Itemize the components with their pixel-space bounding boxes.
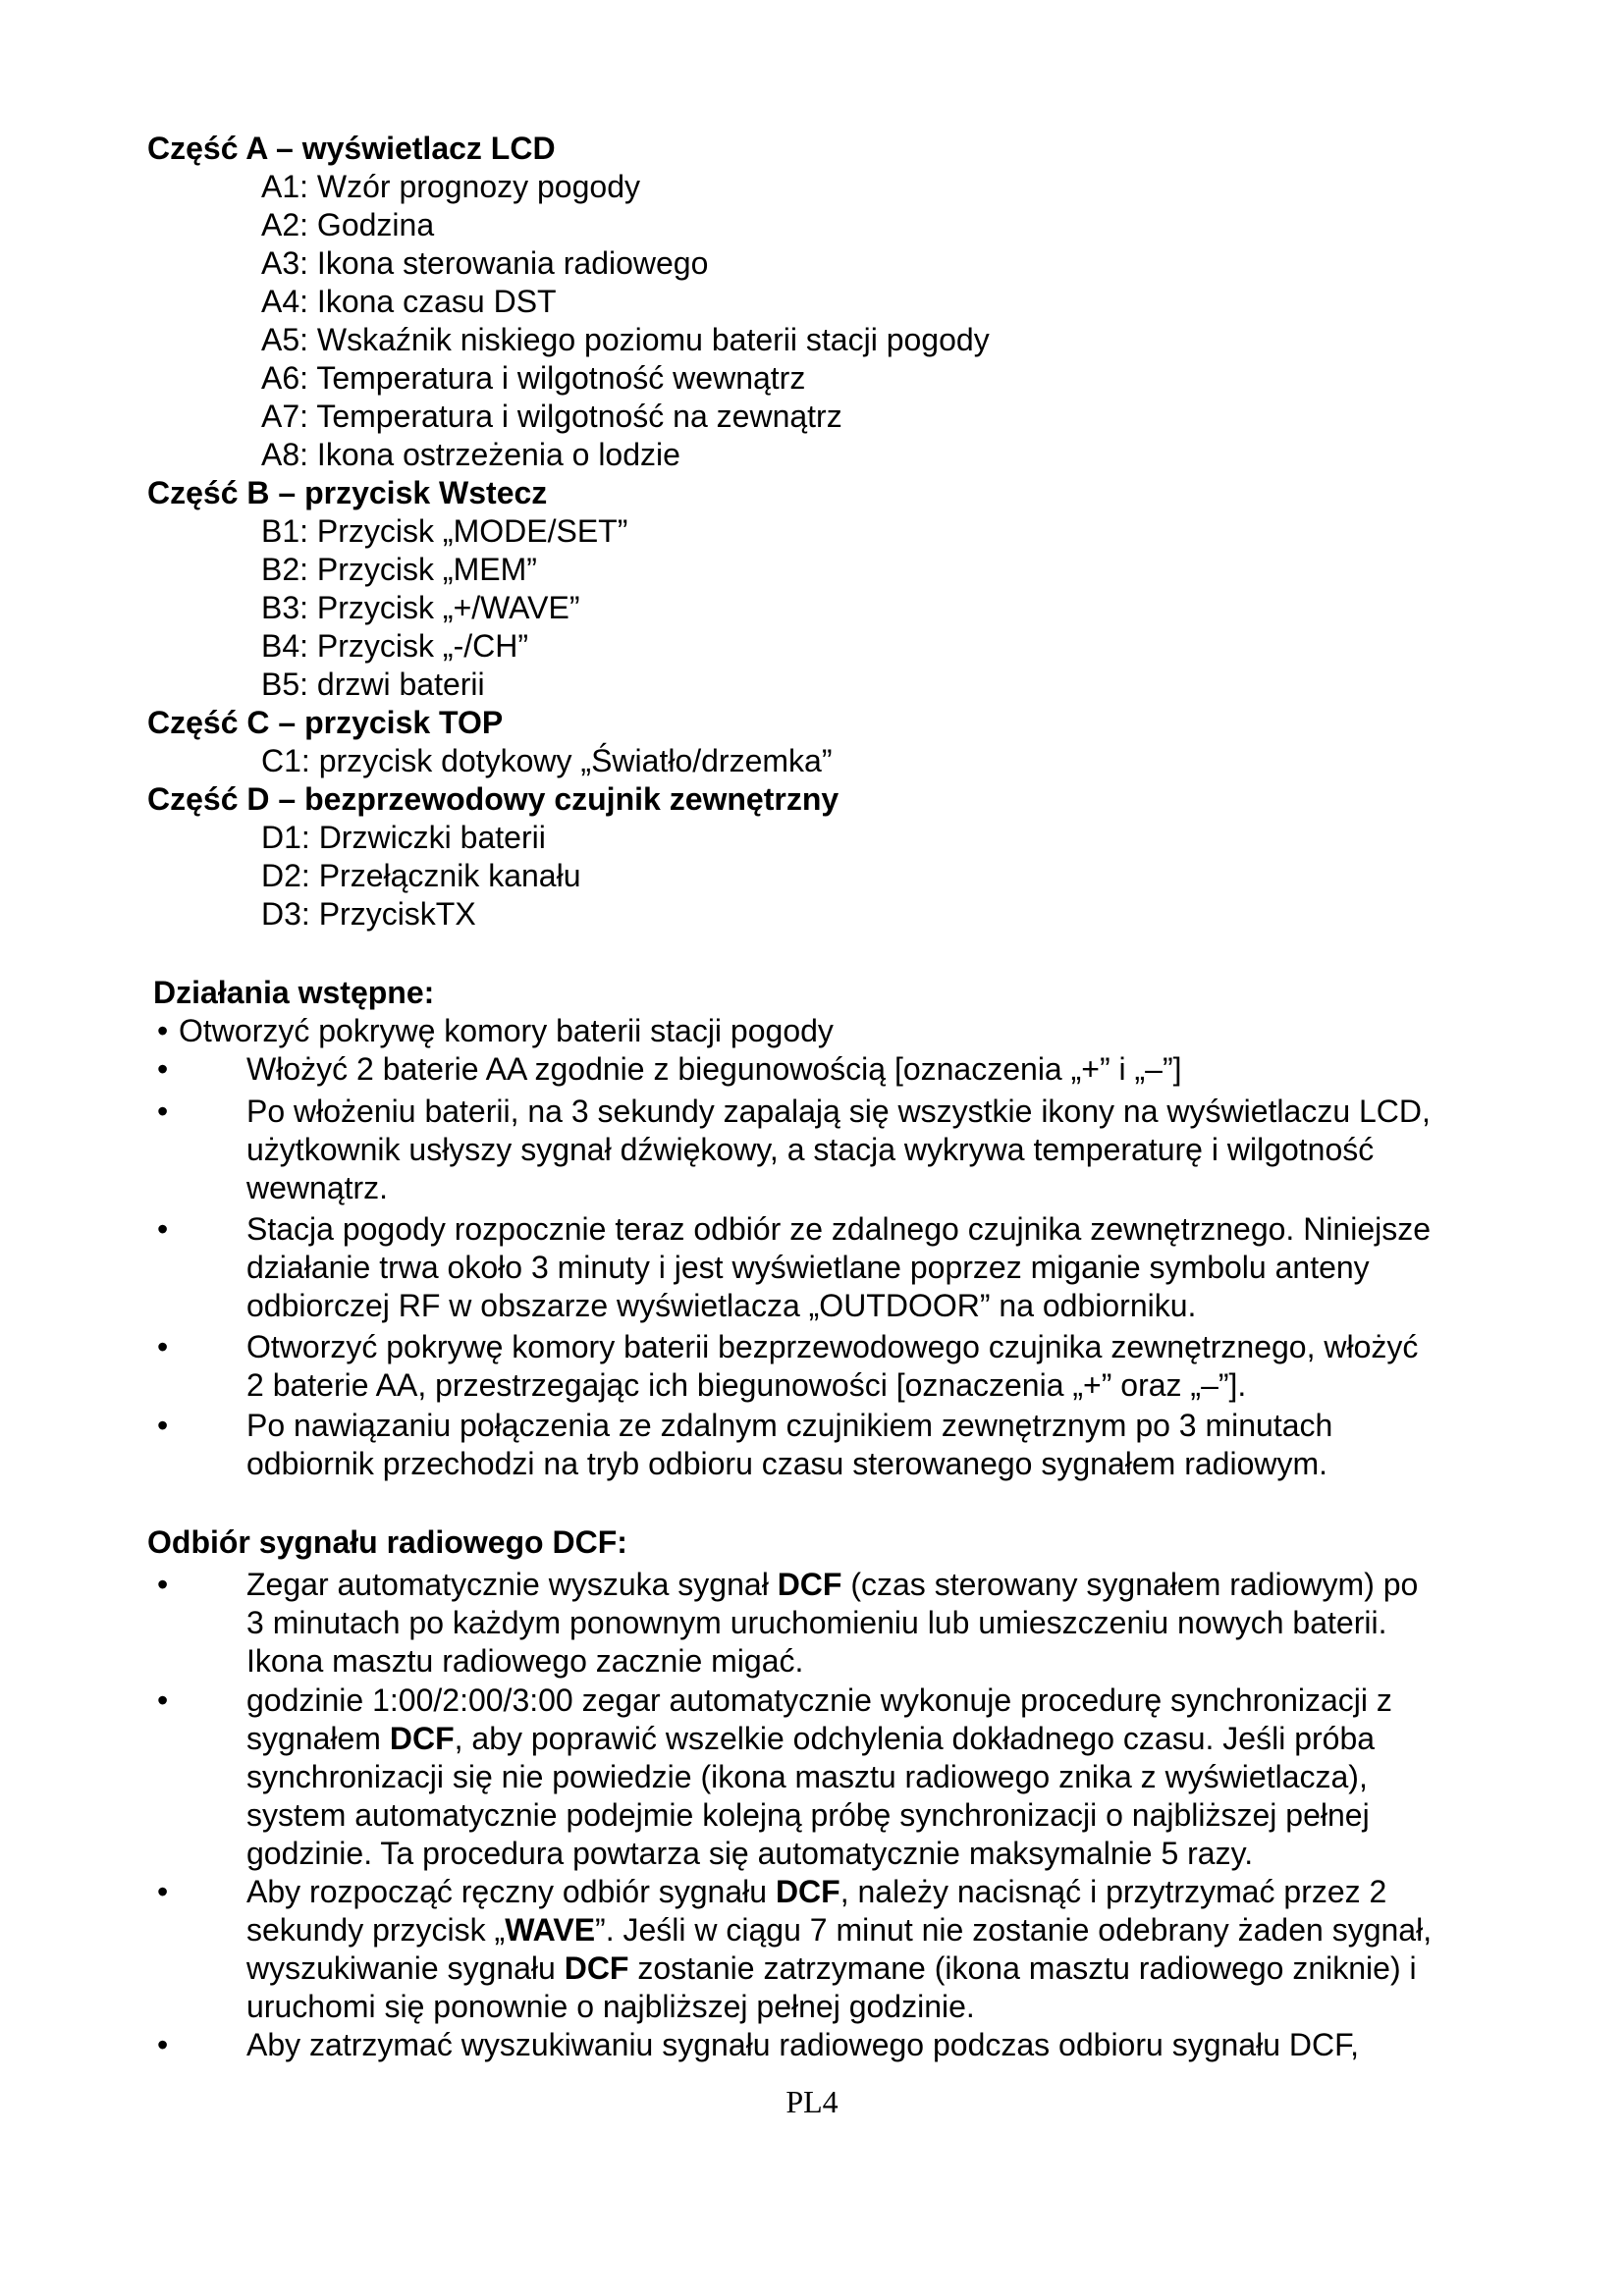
bullet-line: działanie trwa około 3 minuty i jest wyświetlane poprzez miganie symbolu anteny (246, 1250, 1370, 1285)
text-run: synchronizacji się nie powiedzie (ikona masztu radiowego znika z wyświetlacza), (246, 1759, 1368, 1794)
bullet-line (246, 1566, 1418, 1604)
bullet-line (246, 1988, 1432, 2026)
text-run: system automatycznie podejmie kolejną próbę synchronizacji o najbliższej pełnej (246, 1797, 1370, 1833)
part-d-heading: Część D – bezprzewodowy czujnik zewnętrzny (147, 781, 839, 817)
part-a-item: A5: Wskaźnik niskiego poziomu baterii stacji pogody (261, 322, 990, 357)
text-run: (czas sterowany sygnałem radiowym) po (841, 1567, 1419, 1602)
part-a-item: A1: Wzór prognozy pogody (261, 169, 640, 204)
part-b-item: B2: Przycisk „MEM” (261, 552, 537, 587)
bullet-line (246, 1682, 1392, 1720)
bullet-line: Otworzyć pokrywę komory baterii bezprzewodowego czujnika zewnętrznego, włożyć (246, 1329, 1419, 1364)
emphasis-text: DCF (777, 1567, 842, 1602)
text-run: Aby rozpocząć ręczny odbiór sygnału (246, 1874, 776, 1909)
part-b-item: B4: Przycisk „-/CH” (261, 628, 528, 664)
part-a-item: A7: Temperatura i wilgotność na zewnątrz (261, 399, 842, 434)
bullet-dot: • (157, 1408, 169, 1443)
bullet-dot: • (157, 1094, 169, 1129)
initial-actions-heading: Działania wstępne: (153, 975, 435, 1010)
bullet-line (246, 1758, 1392, 1796)
text-run: 3 minutach po każdym ponownym uruchomieniu lub umieszczeniu nowych baterii. (246, 1605, 1387, 1640)
text-run: wyszukiwanie sygnału (246, 1950, 565, 1986)
part-b-heading: Część B – przycisk Wstecz (147, 475, 548, 510)
text-run: uruchomi się ponownie o najbliższej pełnej godzinie. (246, 1989, 975, 2024)
bullet-line (246, 1604, 1418, 1642)
part-a-item: A2: Godzina (261, 207, 435, 242)
bullet-line (246, 2026, 1359, 2064)
text-run: godzinie. Ta procedura powtarza się automatycznie maksymalnie 5 razy. (246, 1836, 1254, 1871)
bullet-dot: • (157, 1567, 169, 1602)
emphasis-text: DCF (564, 1950, 629, 1986)
bullet-dot: • (157, 1211, 169, 1247)
emphasis-text: DCF (389, 1721, 455, 1756)
text-run: Aby zatrzymać wyszukiwaniu sygnału radiowego podczas odbioru sygnału DCF, (246, 2027, 1359, 2062)
bullet-line (246, 1796, 1392, 1835)
dcf-heading: Odbiór sygnału radiowego DCF: (147, 1524, 627, 1560)
part-c-heading: Część C – przycisk TOP (147, 705, 504, 740)
bullet-line: Włożyć 2 baterie AA zgodnie z biegunowością [oznaczenia „+” i „–”] (246, 1051, 1182, 1087)
part-a-heading: Część A – wyświetlacz LCD (147, 131, 556, 166)
bullet-line: wewnątrz. (246, 1170, 389, 1205)
text-run: sekundy przycisk „ (246, 1912, 506, 1948)
bullet-dot: • (157, 1329, 169, 1364)
bullet-line: odbiorczej RF w obszarze wyświetlacza „OUTDOOR” na odbiorniku. (246, 1288, 1197, 1323)
bullet-line (246, 1835, 1392, 1873)
bullet-line (246, 1911, 1432, 1949)
part-a-item: A4: Ikona czasu DST (261, 284, 557, 319)
part-b-item: B1: Przycisk „MODE/SET” (261, 513, 628, 549)
bullet-line: użytkownik usłyszy sygnał dźwiękowy, a stacja wykrywa temperaturę i wilgotność (246, 1132, 1375, 1167)
bullet-line (246, 1873, 1432, 1911)
bullet-dot: • (157, 2027, 169, 2062)
part-b-item: B5: drzwi baterii (261, 667, 485, 702)
emphasis-text: WAVE (505, 1912, 596, 1948)
bullet-line (246, 1720, 1392, 1758)
text-run: , należy nacisnąć i przytrzymać przez 2 (839, 1874, 1387, 1909)
bullet-line: Stacja pogody rozpocznie teraz odbiór ze zdalnego czujnika zewnętrznego. Niniejsze (246, 1211, 1432, 1247)
part-a-item: A8: Ikona ostrzeżenia o lodzie (261, 437, 680, 472)
bullet-dot: • (157, 1682, 169, 1718)
text-run: sygnałem (246, 1721, 390, 1756)
text-run: Zegar automatycznie wyszuka sygnał (246, 1567, 778, 1602)
part-b-item: B3: Przycisk „+/WAVE” (261, 590, 580, 625)
bullet-line: Otworzyć pokrywę komory baterii stacji pogody (179, 1013, 834, 1048)
bullet-line: odbiornik przechodzi na tryb odbioru czasu sterowanego sygnałem radiowym. (246, 1446, 1328, 1481)
part-c-item: C1: przycisk dotykowy „Światło/drzemka” (261, 743, 833, 778)
text-run: Ikona masztu radiowego zacznie migać. (246, 1643, 804, 1679)
text-run: zostanie zatrzymane (ikona masztu radiowego zniknie) i (628, 1950, 1417, 1986)
bullet-dot: • (157, 1013, 169, 1048)
part-d-item: D1: Drzwiczki baterii (261, 820, 546, 855)
part-d-item: D2: Przełącznik kanału (261, 858, 581, 893)
part-a-item: A6: Temperatura i wilgotność wewnątrz (261, 360, 806, 396)
text-run: , aby poprawić wszelkie odchylenia dokładnego czasu. Jeśli próba (454, 1721, 1376, 1756)
bullet-line: 2 baterie AA, przestrzegając ich biegunowości [oznaczenia „+” oraz „–”]. (246, 1367, 1247, 1403)
text-run: ”. Jeśli w ciągu 7 minut nie zostanie odebrany żaden sygnał, (595, 1912, 1433, 1948)
bullet-line: Po włożeniu baterii, na 3 sekundy zapalają się wszystkie ikony na wyświetlaczu LCD, (246, 1094, 1431, 1129)
part-a-item: A3: Ikona sterowania radiowego (261, 245, 709, 281)
page-number: PL4 (785, 2084, 839, 2119)
bullet-line (246, 1642, 1418, 1681)
bullet-line: Po nawiązaniu połączenia ze zdalnym czujnikiem zewnętrznym po 3 minutach (246, 1408, 1333, 1443)
bullet-dot: • (157, 1051, 169, 1087)
text-run: godzinie 1:00/2:00/3:00 zegar automatycznie wykonuje procedurę synchronizacji z (246, 1682, 1392, 1718)
bullet-line (246, 1949, 1432, 1988)
emphasis-text: DCF (775, 1874, 840, 1909)
part-d-item: D3: PrzyciskTX (261, 896, 476, 932)
bullet-dot: • (157, 1874, 169, 1909)
